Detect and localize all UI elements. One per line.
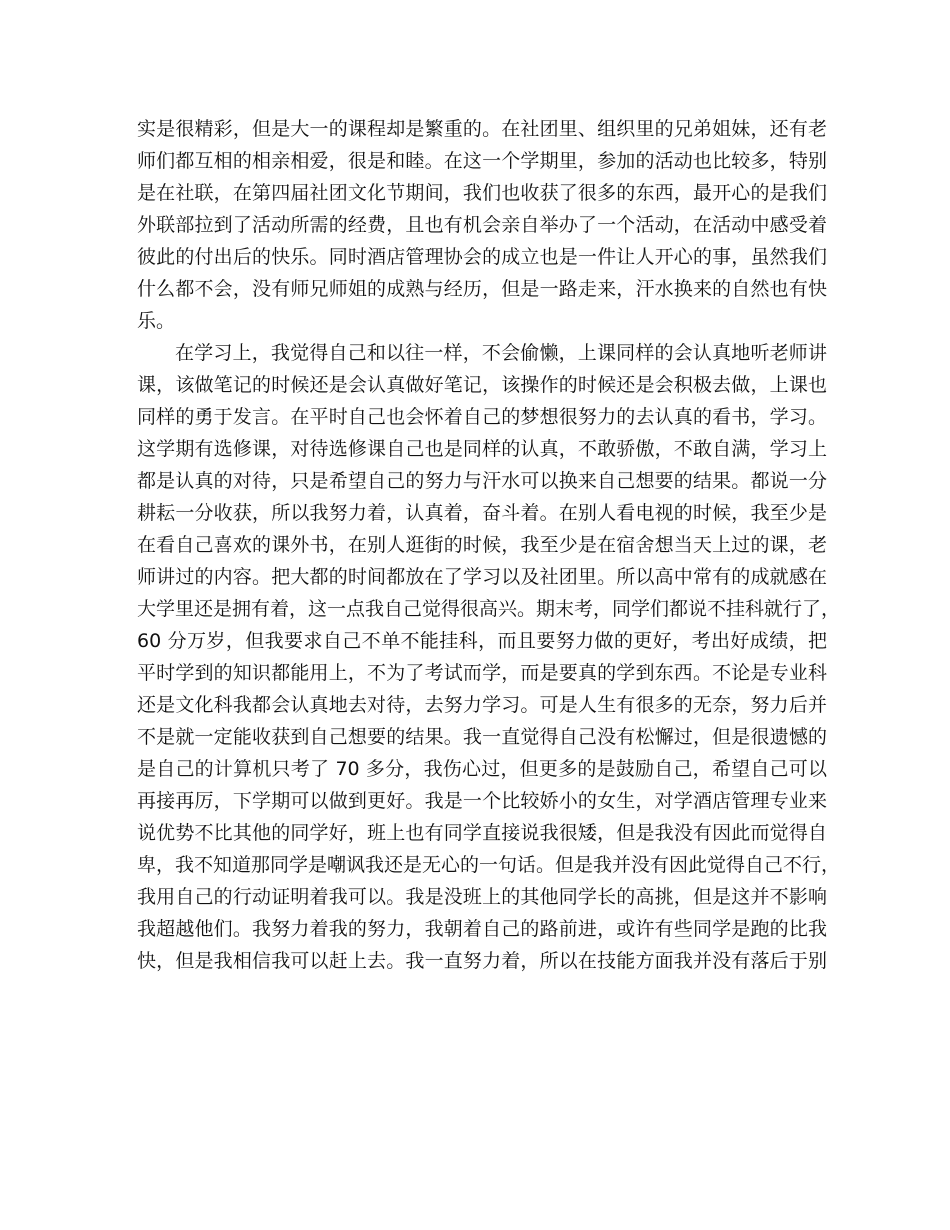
paragraph-2 — [137, 337, 841, 977]
paragraph-line: 我用自己的行动证明着我可以。我是没班上的其他同学长的高挑，但是这并不影响 — [137, 886, 827, 908]
paragraph-line: 外联部拉到了活动所需的经费，且也有机会亲自举办了一个活动，在活动中感受着 — [137, 214, 827, 236]
paragraph-line: 是在社联，在第四届社团文化节期间，我们也收获了很多的东西，最开心的是我们 — [137, 182, 827, 204]
paragraph-line: 卑，我不知道那同学是嘲讽我还是无心的一句话。但是我并没有因此觉得自己不行， — [137, 854, 841, 876]
paragraph-line: 在看自己喜欢的课外书，在别人逛街的时候，我至少是在宿舍想当天上过的课，老 — [137, 534, 827, 556]
paragraph-line: 平时学到的知识都能用上，不为了考试而学，而是要真的学到东西。不论是专业科 — [137, 662, 827, 684]
paragraph-line: 课，该做笔记的时候还是会认真做好笔记，该操作的时候还是会积极去做，上课也 — [137, 374, 827, 396]
paragraph-line: 这学期有选修课，对待选修课自己也是同样的认真，不敢骄傲，不敢自满，学习上 — [137, 438, 827, 460]
paragraph-1 — [137, 113, 827, 337]
body-text — [137, 113, 841, 977]
paragraph-line: 师们都互相的相亲相爱，很是和睦。在这一个学期里，参加的活动也比较多，特别 — [137, 150, 827, 172]
paragraph-line: 师讲过的内容。把大都的时间都放在了学习以及社团里。所以高中常有的成就感在 — [137, 566, 827, 588]
paragraph-line: 快，但是我相信我可以赶上去。我一直努力着，所以在技能方面我并没有落后于别 — [137, 950, 827, 972]
paragraph-line: 还是文化科我都会认真地去对待，去努力学习。可是人生有很多的无奈，努力后并 — [137, 694, 827, 716]
paragraph-line: 彼此的付出后的快乐。同时酒店管理协会的成立也是一件让人开心的事，虽然我们 — [137, 246, 827, 268]
paragraph-line: 在学习上，我觉得自己和以往一样，不会偷懒，上课同样的会认真地听老师讲 — [175, 342, 827, 364]
paragraph-line: 我超越他们。我努力着我的努力，我朝着自己的路前进，或许有些同学是跑的比我 — [137, 918, 827, 940]
paragraph-line: 是自己的计算机只考了 70 多分，我伤心过，但更多的是鼓励自己，希望自己可以 — [137, 758, 827, 780]
paragraph-line: 同样的勇于发言。在平时自己也会怀着自己的梦想很努力的去认真的看书，学习。 — [137, 406, 827, 428]
paragraph-line: 不是就一定能收获到自己想要的结果。我一直觉得自己没有松懈过，但是很遗憾的 — [137, 726, 827, 748]
paragraph-line: 耕耘一分收获，所以我努力着，认真着，奋斗着。在别人看电视的时候，我至少是 — [137, 502, 827, 524]
paragraph-line: 说优势不比其他的同学好，班上也有同学直接说我很矮，但是我没有因此而觉得自 — [137, 822, 827, 844]
paragraph-line: 再接再厉，下学期可以做到更好。我是一个比较娇小的女生，对学酒店管理专业来 — [137, 790, 827, 812]
paragraph-line: 都是认真的对待，只是希望自己的努力与汗水可以换来自己想要的结果。都说一分 — [137, 470, 827, 492]
paragraph-line: 大学里还是拥有着，这一点我自己觉得很高兴。期末考，同学们都说不挂科就行了， — [137, 598, 841, 620]
paragraph-line: 60 分万岁，但我要求自己不单不能挂科，而且要努力做的更好，考出好成绩，把 — [137, 630, 827, 652]
paragraph-line: 实是很精彩，但是大一的课程却是繁重的。在社团里、组织里的兄弟姐妹，还有老 — [137, 118, 827, 140]
paragraph-line: 乐。 — [137, 310, 176, 332]
paragraph-line: 什么都不会，没有师兄师姐的成熟与经历，但是一路走来，汗水换来的自然也有快 — [137, 278, 827, 300]
